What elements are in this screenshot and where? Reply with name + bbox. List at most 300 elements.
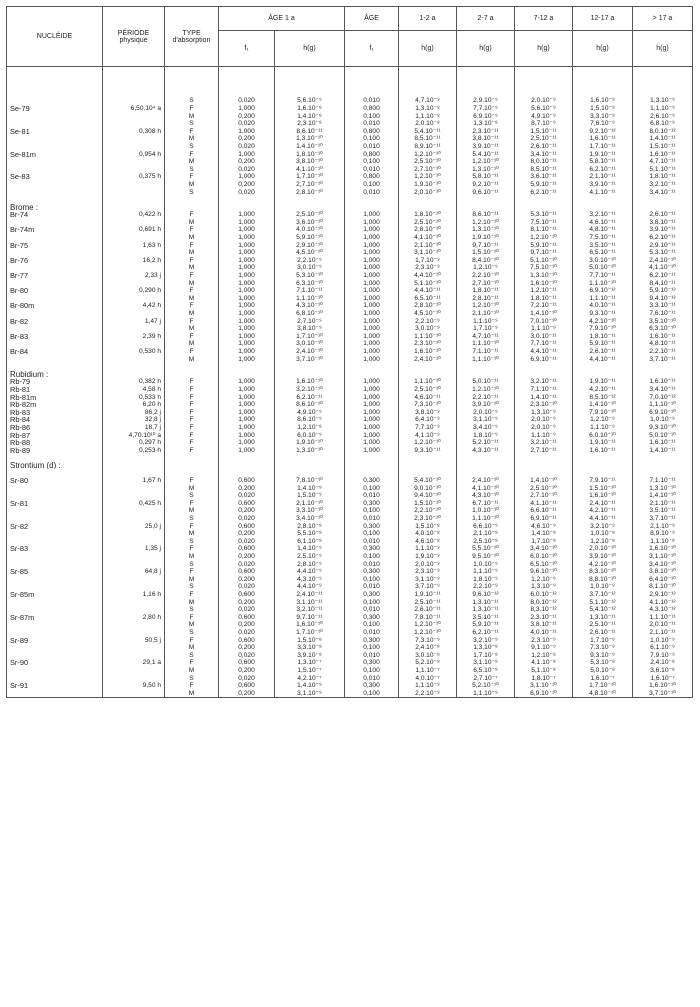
cell-h1: 8,6.10⁻¹¹ [296,127,323,135]
cell-h17: 1,6.10⁻¹¹ [649,378,676,386]
cell-h1: 4,1.10⁻¹⁰ [296,165,323,173]
cell-h712: 5,1.10⁻⁸ [531,666,556,674]
cell-p [103,82,161,90]
cell-t: M [188,249,195,257]
cell-h12: 8,9.10⁻¹¹ [414,142,441,150]
cell-p [103,371,161,379]
cell-h27: 5,2.10⁻¹⁰ [472,682,499,690]
cell-h1217: 5,0.10⁻¹⁰ [589,264,616,272]
cell-h27: 5,9.10⁻¹¹ [472,621,499,629]
cell-h1217 [573,469,632,477]
cell-h1: 3,8.10⁻¹⁰ [296,158,323,166]
cell-h1217: 7,6.10⁻⁹ [590,120,615,128]
cell-h1217: 2,1.10⁻¹¹ [589,173,616,181]
cell-h27: 4,3.10⁻¹¹ [472,446,499,454]
cell-f2: 1,000 [363,234,380,242]
cell-t: S [189,142,194,150]
cell-p [103,166,161,174]
cell-p: 4,58 h [142,385,161,393]
cell-f1: 0,600 [238,499,255,507]
cell-f2: 0,100 [363,484,380,492]
cell-h1217: 1,6.10⁻¹¹ [589,446,616,454]
cell-h27: 2,2.10⁻⁹ [473,583,498,591]
cell-h712: 1,6.10⁻¹⁰ [530,279,557,287]
cell-h27: 5,4.10⁻¹¹ [472,150,499,158]
cell-t: S [189,651,194,659]
cell-h27: 1,3.10⁻¹⁰ [472,165,499,173]
cell-f2: 1,000 [363,423,380,431]
cell-h17: 3,6.10⁻⁸ [650,666,675,674]
header-hg-17: h(g) [633,31,693,67]
cell-t: F [189,256,194,264]
cell-h1 [275,454,344,462]
cell-t: F [189,150,194,158]
header-periode: PÉRIODE physique [103,7,165,67]
cell-h1217: 1,0.10⁻⁸ [590,530,615,538]
cell-h1217 [573,371,632,379]
cell-p [103,492,161,500]
cell-n [10,561,102,569]
cell-h27: 1,3.10⁻¹⁰ [472,226,499,234]
cell-h12: 4,0.10⁻⁷ [415,674,440,682]
cell-h12 [399,371,456,379]
cell-h1217 [573,82,632,90]
cell-h17 [633,196,692,204]
cell-h1: 1,5.10⁻⁹ [297,492,322,500]
cell-f2 [345,67,398,75]
cell-h712: 6,0.10⁻¹² [530,590,557,598]
cell-p: 6,50.10⁴ a [130,104,161,112]
cell-t: S [189,165,194,173]
cell-f2: 1,000 [363,439,380,447]
cell-h27 [457,67,514,75]
cell-n: Sr-90 [10,659,29,667]
cell-f2 [345,82,398,90]
cell-h1217: 9,3.10⁻⁹ [590,651,615,659]
cell-h12: 5,1.10⁻¹⁰ [414,279,441,287]
cell-h12 [399,454,456,462]
cell-n [10,143,102,151]
column-nucleide [7,67,103,698]
cell-h27: 2,0.10⁻⁹ [473,408,498,416]
cell-h12: 2,2.10⁻⁹ [415,689,440,697]
cell-n [10,690,102,698]
cell-f1: 1,000 [238,104,255,112]
cell-h1: 2,8.10⁻¹⁰ [296,188,323,196]
column-f1-1a [219,67,275,698]
cell-h1217: 1,6.10⁻¹⁰ [589,492,616,500]
header-type: TYPE d'absorption [165,7,219,67]
cell-h1: 3,1.10⁻¹¹ [296,598,323,606]
cell-n: Br-74 [10,211,29,219]
cell-h17: 3,1.10⁻¹⁰ [649,553,676,560]
cell-h12: 1,1.10⁻⁹ [415,545,440,553]
cell-p [103,295,161,303]
cell-h1: 1,7.10⁻¹⁰ [296,173,323,181]
cell-f1: 1,000 [238,310,255,317]
cell-h1217: 8,5.10⁻¹² [589,393,616,401]
cell-n [10,113,102,121]
cell-h712 [515,462,572,470]
cell-h712 [515,469,572,477]
cell-h1217: 5,4.10⁻¹² [589,606,616,614]
cell-h1217: 6,5.10⁻¹¹ [589,249,616,257]
cell-t: F [189,104,194,112]
cell-h1217: 1,8.10⁻¹¹ [589,332,616,340]
cell-h27: 2,1.10⁻⁸ [473,530,498,538]
cell-n: Sr-89 [10,636,29,645]
dose-coefficient-table [6,6,693,698]
cell-n [10,675,102,683]
cell-h12: 2,0.10⁻⁸ [415,120,440,128]
cell-h1217: 4,0.10⁻¹¹ [589,302,616,310]
cell-f1: 1,000 [238,241,255,249]
column-hg-2-7a [457,67,515,698]
cell-h17: 9,3.10⁻¹⁰ [649,423,676,431]
header-hg-1-2: h(g) [399,31,457,67]
cell-h1217: 2,6.10⁻¹¹ [589,347,616,355]
cell-f1: 0,020 [238,583,255,591]
cell-h12: 2,0.10⁻¹⁰ [414,188,441,196]
cell-h17: 6,2.10⁻¹¹ [649,234,676,242]
cell-h1: 2,1.10⁻¹⁰ [296,499,323,507]
cell-h17: 4,8.10⁻¹¹ [649,340,676,348]
cell-h1217: 3,2.10⁻⁹ [590,522,615,530]
cell-h27: 3,5.10⁻¹¹ [472,613,499,621]
cell-n: Sr-82 [10,522,29,531]
cell-h17: 4,7.10⁻¹¹ [649,158,676,166]
cell-f2 [345,469,398,477]
cell-h17: 1,4.10⁻¹¹ [649,446,676,454]
cell-h27: 1,1.10⁻¹⁰ [472,355,499,363]
cell-f2 [345,371,398,379]
cell-p: 0,691 h [139,226,161,234]
cell-h1: 1,7.10⁻¹⁰ [296,332,323,340]
cell-p: 86,2 j [144,408,161,416]
cell-h1: 3,1.10⁻⁹ [297,689,322,697]
cell-t: F [189,241,194,249]
cell-n: Strontium (d) : [10,461,61,470]
cell-f1: 0,200 [238,507,255,515]
cell-h1: 4,2.10⁻⁷ [297,674,322,682]
cell-h712: 1,3.10⁻⁹ [531,583,556,591]
header-age: ÂGE [345,7,399,31]
cell-f2: 1,000 [363,393,380,401]
cell-h1: 3,6.10⁻¹⁰ [296,218,323,226]
cell-f1: 0,020 [238,606,255,614]
cell-h1: 2,3.10⁻⁸ [297,120,322,128]
cell-h12: 2,3.10⁻⁹ [415,568,440,576]
cell-t: S [189,97,194,105]
cell-h12: 2,3.10⁻¹⁰ [414,340,441,348]
cell-h1217: 1,9.10⁻¹¹ [589,378,616,386]
cell-h712: 9,7.10⁻¹¹ [530,249,557,257]
cell-t: M [188,112,195,120]
cell-f1: 0,020 [238,492,255,500]
header-age-1a: ÂGE 1 a [219,7,345,31]
cell-h712: 2,3.10⁻¹¹ [530,613,557,621]
cell-h17 [633,363,692,371]
cell-h1217: 1,9.10⁻¹¹ [589,150,616,158]
cell-h12: 2,0.10⁻⁹ [415,560,440,568]
cell-p [103,143,161,151]
cell-p: 16,2 h [142,256,161,264]
cell-h712: 3,1.10⁻¹⁰ [530,682,557,690]
cell-t: S [189,560,194,568]
cell-h27: 4,7.10⁻¹¹ [472,332,499,340]
cell-h17: 5,0.10⁻¹⁰ [649,431,676,439]
cell-t: F [189,378,194,386]
cell-h12: 3,0.10⁻⁹ [415,325,440,333]
cell-f2: 1,000 [363,256,380,264]
cell-h1217: 4,1.10⁻¹¹ [589,188,616,196]
cell-f2: 1,000 [363,302,380,310]
cell-p [103,629,161,637]
cell-h27 [457,371,514,379]
cell-h1: 1,3.10⁻¹⁰ [296,135,323,143]
cell-h12: 1,2.10⁻¹⁰ [414,621,441,629]
cell-n [10,219,102,227]
cell-h17 [633,90,692,98]
cell-h17: 6,3.10⁻¹⁰ [649,325,676,333]
cell-h12 [399,90,456,98]
cell-f2: 0,010 [363,583,380,591]
cell-h27 [457,454,514,462]
cell-f1: 1,000 [238,218,255,226]
cell-h1217: 9,3.10⁻¹¹ [589,310,616,317]
cell-t: F [189,682,194,690]
cell-h712: 2,6.10⁻¹¹ [530,142,557,150]
cell-h27: 1,2.10⁻¹⁰ [472,158,499,166]
cell-f2: 1,000 [363,211,380,219]
cell-h1217: 7,7.10⁻¹¹ [589,272,616,280]
cell-h27: 1,3.10⁻¹¹ [472,598,499,606]
cell-t: M [188,310,195,317]
cell-f2: 1,000 [363,416,380,424]
cell-p: 2,39 h [142,332,161,340]
cell-h712: 3,4.10⁻¹⁰ [530,545,557,553]
cell-h17 [633,204,692,212]
cell-h27: 5,8.10⁻¹¹ [472,173,499,181]
cell-h1217: 3,9.10⁻¹⁰ [589,553,616,560]
cell-h17: 3,4.10⁻¹¹ [649,385,676,393]
cell-h12: 4,4.10⁻¹¹ [414,287,441,295]
cell-h12: 3,1.10⁻¹⁰ [414,249,441,257]
cell-h1: 1,4.10⁻⁹ [297,682,322,690]
cell-n [10,166,102,174]
cell-n: Br-80 [10,287,29,295]
cell-f1 [219,67,274,75]
cell-t: F [189,636,194,644]
cell-f2: 0,100 [363,621,380,629]
cell-h1: 2,9.10⁻¹⁰ [296,241,323,249]
cell-p: 0,425 h [139,499,161,507]
cell-h27: 5,2.10⁻¹¹ [472,439,499,447]
cell-h27: 6,6.10⁻⁹ [473,522,498,530]
cell-h17: 3,4.10⁻¹¹ [649,188,676,196]
cell-n [10,356,102,364]
cell-h712: 3,4.10⁻¹¹ [530,150,557,158]
cell-t: F [189,347,194,355]
cell-f2 [345,462,398,470]
cell-h12: 1,1.10⁻⁷ [415,666,440,674]
cell-f1: 1,000 [238,279,255,287]
header-nucleide: NUCLÉIDE [7,7,103,67]
cell-t: M [188,279,195,287]
cell-f2: 0,010 [363,628,380,636]
column-hg-7-12a [515,67,573,698]
cell-h1217: 3,0.10⁻¹⁰ [589,256,616,264]
cell-p [103,340,161,348]
cell-h1: 3,2.10⁻¹⁰ [296,385,323,393]
cell-f1: 0,600 [238,545,255,553]
cell-h712: 6,0.10⁻¹⁰ [530,553,557,560]
cell-p: 0,290 h [139,287,161,295]
cell-h712: 7,2.10⁻¹¹ [530,302,557,310]
cell-h1: 3,3.10⁻¹⁰ [296,507,323,515]
cell-p [103,97,161,105]
cell-h1: 4,0.10⁻¹⁰ [296,226,323,234]
cell-f1: 0,600 [238,477,255,485]
cell-h1217 [573,204,632,212]
cell-h27: 8,6.10⁻¹¹ [472,211,499,219]
cell-f2: 0,300 [363,590,380,598]
cell-h712: 2,0.10⁻⁹ [531,97,556,105]
cell-p: 0,297 h [139,439,161,447]
cell-t: F [189,302,194,310]
cell-h1217: 1,4.10⁻¹⁰ [589,401,616,409]
cell-f1: 1,000 [238,294,255,302]
cell-h27: 3,1.10⁻⁹ [473,416,498,424]
cell-h12: 1,1.10⁻¹⁰ [414,332,441,340]
cell-h1217: 5,8.10⁻¹¹ [589,158,616,166]
cell-f1: 1,000 [238,249,255,257]
cell-h27: 9,6.10⁻¹² [472,590,499,598]
cell-h1: 1,4.10⁻⁹ [297,484,322,492]
cell-h12: 3,7.10⁻⁹ [415,583,440,591]
cell-h1: 6,3.10⁻¹⁰ [296,279,323,287]
cell-h12: 1,2.10⁻¹⁰ [414,439,441,447]
cell-h27 [457,82,514,90]
cell-h17: 7,1.10⁻¹¹ [649,477,676,485]
cell-f1 [219,454,274,462]
cell-p: 50,5 j [144,636,161,644]
cell-h12: 7,7.10⁻⁹ [415,423,440,431]
cell-n: Br-75 [10,241,29,250]
cell-f2: 0,010 [363,674,380,682]
cell-t [165,204,218,212]
cell-h17: 6,9.10⁻¹⁰ [649,408,676,416]
cell-h1217: 4,8.10⁻¹⁰ [589,689,616,697]
cell-h17: 4,1.10⁻¹⁰ [649,264,676,272]
cell-h1: 7,1.10⁻¹¹ [296,287,323,295]
cell-t: S [189,674,194,682]
cell-f1: 1,000 [238,256,255,264]
cell-f2: 0,010 [363,606,380,614]
cell-f1: 1,000 [238,127,255,135]
header-f1-a: f₁ [219,31,275,67]
cell-n [10,325,102,333]
cell-p [103,264,161,272]
cell-n: Se-83 [10,173,30,181]
header-age-1-2: 1-2 a [399,7,457,31]
cell-h1: 1,5.10⁻⁷ [297,666,322,674]
cell-h27: 1,8.10⁻¹¹ [472,287,499,295]
cell-h12: 4,6.10⁻¹¹ [414,393,441,401]
cell-h27 [457,90,514,98]
cell-h27: 2,5.10⁻⁸ [473,537,498,545]
cell-h1217: 5,0.10⁻⁸ [590,666,615,674]
cell-h12: 1,2.10⁻¹⁰ [414,150,441,158]
cell-f1 [219,82,274,90]
cell-f2: 0,800 [363,150,380,158]
cell-h12: 5,4.10⁻¹⁰ [414,477,441,485]
cell-h712: 1,2.10⁻¹⁰ [530,234,557,242]
cell-h17 [633,462,692,470]
cell-f1 [219,90,274,98]
cell-h712: 5,1.10⁻¹⁰ [530,256,557,264]
cell-h1: 1,3.10⁻⁷ [297,659,322,667]
cell-t: M [188,644,195,652]
cell-h27: 5,0.10⁻¹¹ [472,378,499,386]
cell-h712: 5,9.10⁻¹¹ [530,241,557,249]
cell-f2: 1,000 [363,325,380,333]
cell-h1: 4,9.10⁻⁹ [297,408,322,416]
cell-f2: 1,000 [363,332,380,340]
cell-h1: 4,3.10⁻⁹ [297,575,322,583]
cell-h12: 1,9.10⁻⁹ [415,553,440,560]
cell-n: Rubidium : [10,370,49,379]
cell-h1217: 7,9.10⁻¹¹ [589,477,616,485]
cell-f1: 1,000 [238,408,255,416]
cell-f2: 1,000 [363,385,380,393]
cell-n [10,621,102,629]
cell-h27 [457,75,514,83]
cell-h27: 3,1.10⁻⁸ [473,659,498,667]
cell-f2: 1,000 [363,249,380,257]
cell-h1: 5,9.10⁻¹⁰ [296,234,323,242]
cell-f2: 1,000 [363,226,380,234]
cell-h1217: 4,2.10⁻¹¹ [589,385,616,393]
cell-p [103,515,161,523]
cell-f2: 0,300 [363,636,380,644]
cell-h1: 1,4.10⁻⁹ [297,545,322,553]
cell-h12: 1,9.10⁻¹⁰ [414,180,441,188]
cell-t: F [189,173,194,181]
cell-n: Rb-81m [10,393,37,402]
cell-h1 [275,90,344,98]
cell-h12: 4,1.10⁻¹⁰ [414,234,441,242]
cell-n: Rb-82m [10,401,37,409]
cell-f2: 0,010 [363,492,380,500]
cell-h17: 1,3.10⁻⁹ [650,97,675,105]
cell-n: Se-81 [10,127,30,136]
cell-f2: 0,010 [363,560,380,568]
cell-n: Br-77 [10,272,29,280]
cell-n [10,280,102,288]
cell-h1: 3,3.10⁻⁸ [297,644,322,652]
cell-f1: 1,000 [238,378,255,386]
cell-h27: 1,2.10⁻¹⁰ [472,302,499,310]
cell-h12: 2,5.10⁻¹⁰ [414,385,441,393]
cell-f2: 0,100 [363,644,380,652]
cell-f1: 1,000 [238,423,255,431]
cell-h1: 6,2.10⁻¹¹ [296,393,323,401]
cell-h12 [399,363,456,371]
cell-h712: 3,0.10⁻¹¹ [530,332,557,340]
cell-h712: 2,7.10⁻¹¹ [530,446,557,454]
cell-t: F [189,393,194,401]
